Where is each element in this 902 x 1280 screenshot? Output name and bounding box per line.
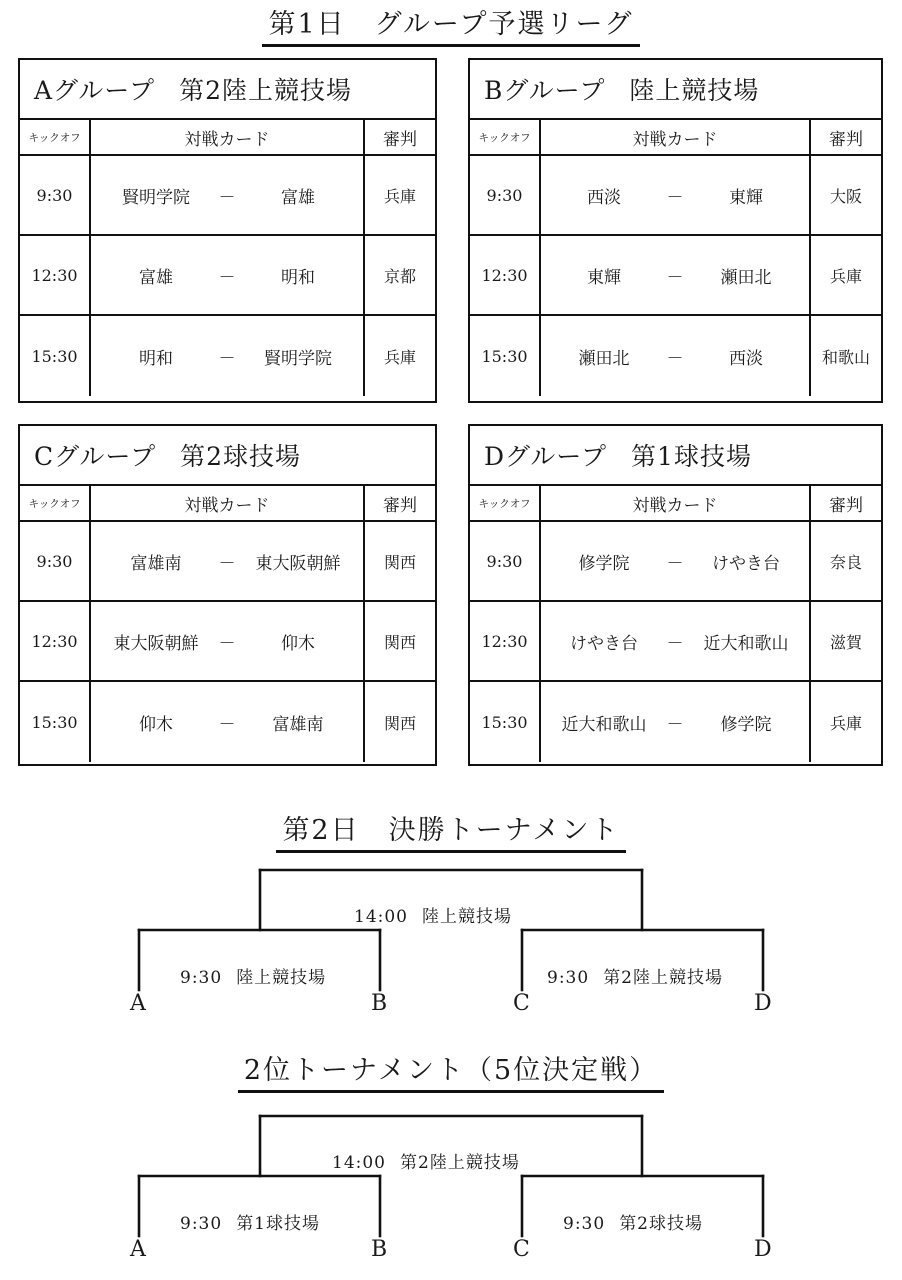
match-referee: 和歌山 [821, 347, 870, 367]
group-d-name: Dグループ [484, 442, 608, 471]
match-time: 12:30 [470, 602, 541, 682]
table-row [541, 236, 811, 316]
team-home: 富雄 [139, 267, 173, 288]
versus-dash: － [218, 187, 236, 208]
table-row [91, 156, 365, 236]
match-time: 9:30 [20, 156, 91, 236]
team-away: 富雄南 [272, 714, 324, 735]
versus-dash: － [218, 714, 236, 735]
table-row [91, 602, 365, 682]
final-match-label [354, 902, 512, 927]
match-referee: 関西 [365, 602, 435, 682]
column-header-referee: 審判 [365, 120, 435, 156]
semifinal-right-venue: 第2陸上競技場 [603, 968, 724, 988]
match-card [108, 183, 346, 208]
match-time: 15:30 [470, 316, 541, 396]
team-home: 明和 [139, 348, 173, 369]
team-away: 東大阪朝鮮 [255, 553, 341, 574]
group-d-grid [470, 486, 881, 762]
column-header-kickoff: キックオフ [470, 486, 541, 522]
team-away: 東輝 [729, 187, 763, 208]
match-card [556, 183, 794, 208]
team-home: 西淡 [587, 187, 621, 208]
team-home: 瀬田北 [578, 348, 630, 369]
match-referee: 奈良 [811, 522, 881, 602]
match-referee: 京都 [365, 236, 435, 316]
match-card [556, 549, 794, 574]
match-referee: 関西 [383, 713, 416, 733]
day2-title-text: 第2日 決勝トーナメント [276, 808, 625, 853]
second-seed-label-c: C [513, 1237, 530, 1262]
team-away: 瀬田北 [720, 267, 772, 288]
group-d-venue: 第1球技場 [631, 442, 752, 471]
team-home: 賢明学院 [122, 187, 190, 208]
versus-dash: － [666, 348, 684, 369]
second-seed-label-d: D [754, 1237, 772, 1262]
match-time: 9:30 [20, 522, 91, 602]
team-home: 東大阪朝鮮 [113, 633, 199, 654]
group-table-c [18, 424, 437, 766]
match-card [108, 710, 346, 735]
group-b-venue: 陸上競技場 [629, 76, 760, 105]
team-away: 富雄 [281, 187, 315, 208]
group-table-d [468, 424, 883, 766]
group-a-name: Aグループ [34, 76, 156, 105]
match-referee: 兵庫 [811, 236, 881, 316]
second-semifinal-right-label [563, 1209, 703, 1234]
second-semifinal-right-time: 9:30 [563, 1214, 606, 1234]
final-match-time: 14:00 [354, 907, 408, 927]
team-away: 賢明学院 [264, 348, 332, 369]
table-row [541, 316, 811, 396]
match-card [108, 549, 346, 574]
team-home: 近大和歌山 [561, 714, 647, 735]
semifinal-left-venue: 陸上競技場 [236, 968, 327, 988]
group-c-name: Cグループ [34, 442, 157, 471]
group-c-grid [20, 486, 435, 762]
semifinal-right-label [547, 963, 723, 988]
team-away: 修学院 [720, 714, 772, 735]
versus-dash: － [218, 348, 236, 369]
match-card [108, 263, 346, 288]
table-row [91, 316, 365, 396]
column-header-card: 対戦カード [91, 120, 365, 156]
day1-title-text: 第1日 グループ予選リーグ [262, 2, 639, 47]
match-time: 9:30 [470, 522, 541, 602]
second-final-match-label [332, 1148, 520, 1173]
second-tournament-bracket [0, 1104, 902, 1276]
match-time: 15:30 [20, 682, 91, 762]
group-b-grid [470, 120, 881, 396]
team-away: 近大和歌山 [703, 633, 789, 654]
team-away: 西淡 [729, 348, 763, 369]
versus-dash: － [666, 553, 684, 574]
second-seed-label-b: B [371, 1237, 388, 1262]
seed-label-b: B [371, 991, 388, 1016]
group-a-header [20, 60, 435, 120]
match-card [556, 710, 794, 735]
column-header-referee: 審判 [811, 486, 881, 522]
group-a-venue: 第2陸上競技場 [179, 76, 352, 105]
second-semifinal-left-label [180, 1209, 320, 1234]
match-referee: 兵庫 [383, 347, 416, 367]
table-row [541, 602, 811, 682]
second-tournament-title [0, 1048, 902, 1093]
table-row [541, 156, 811, 236]
second-semifinal-right-venue: 第2球技場 [619, 1214, 704, 1234]
match-time: 12:30 [20, 602, 91, 682]
match-time: 12:30 [470, 236, 541, 316]
seed-label-a: A [130, 991, 146, 1016]
group-table-b [468, 58, 883, 403]
match-card [556, 263, 794, 288]
match-card [108, 344, 346, 369]
table-row [91, 682, 365, 762]
group-d-header [470, 426, 881, 486]
second-tournament-title-text: 2位トーナメント（5位決定戦） [238, 1048, 664, 1093]
match-time: 12:30 [20, 236, 91, 316]
group-b-header [470, 60, 881, 120]
team-home: 東輝 [587, 267, 621, 288]
versus-dash: － [218, 633, 236, 654]
team-away: 明和 [281, 267, 315, 288]
semifinal-left-time: 9:30 [180, 968, 223, 988]
match-referee: 関西 [365, 522, 435, 602]
table-row [91, 236, 365, 316]
versus-dash: － [218, 267, 236, 288]
match-time: 15:30 [20, 316, 91, 396]
match-card [556, 629, 794, 654]
team-home: 富雄南 [130, 553, 182, 574]
group-table-a [18, 58, 437, 403]
column-header-card: 対戦カード [541, 120, 811, 156]
match-time: 9:30 [470, 156, 541, 236]
versus-dash: － [666, 633, 684, 654]
column-header-card: 対戦カード [541, 486, 811, 522]
final-match-venue: 陸上競技場 [422, 907, 512, 927]
match-referee: 兵庫 [829, 713, 862, 733]
table-row [91, 522, 365, 602]
versus-dash: － [666, 714, 684, 735]
versus-dash: － [218, 553, 236, 574]
second-semifinal-left-venue: 第1球技場 [236, 1214, 321, 1234]
day2-title [0, 808, 902, 853]
team-home: 仰木 [139, 714, 173, 735]
seed-label-d: D [754, 991, 772, 1016]
match-time: 15:30 [470, 682, 541, 762]
column-header-kickoff: キックオフ [20, 486, 91, 522]
table-row [541, 522, 811, 602]
versus-dash: － [666, 187, 684, 208]
final-tournament-bracket [0, 858, 902, 1028]
group-a-grid [20, 120, 435, 396]
column-header-card: 対戦カード [91, 486, 365, 522]
second-seed-label-a: A [130, 1237, 146, 1262]
seed-label-c: C [513, 991, 530, 1016]
column-header-kickoff: キックオフ [470, 120, 541, 156]
team-home: けやき台 [570, 633, 638, 654]
table-row [541, 682, 811, 762]
semifinal-left-label [180, 963, 326, 988]
match-referee: 滋賀 [811, 602, 881, 682]
semifinal-right-time: 9:30 [547, 968, 590, 988]
group-c-venue: 第2球技場 [180, 442, 302, 471]
team-home: 修学院 [578, 553, 630, 574]
column-header-referee: 審判 [365, 486, 435, 522]
day1-title [0, 2, 902, 47]
match-card [556, 344, 794, 369]
column-header-kickoff: キックオフ [20, 120, 91, 156]
second-final-match-time: 14:00 [332, 1153, 386, 1173]
versus-dash: － [666, 267, 684, 288]
column-header-referee: 審判 [811, 120, 881, 156]
group-b-name: Bグループ [484, 76, 606, 105]
team-away: 仰木 [281, 633, 315, 654]
match-referee: 大阪 [811, 156, 881, 236]
match-referee: 兵庫 [365, 156, 435, 236]
second-semifinal-left-time: 9:30 [180, 1214, 223, 1234]
group-c-header [20, 426, 435, 486]
match-card [108, 629, 346, 654]
team-away: けやき台 [712, 553, 780, 574]
second-final-match-venue: 第2陸上競技場 [400, 1153, 520, 1173]
